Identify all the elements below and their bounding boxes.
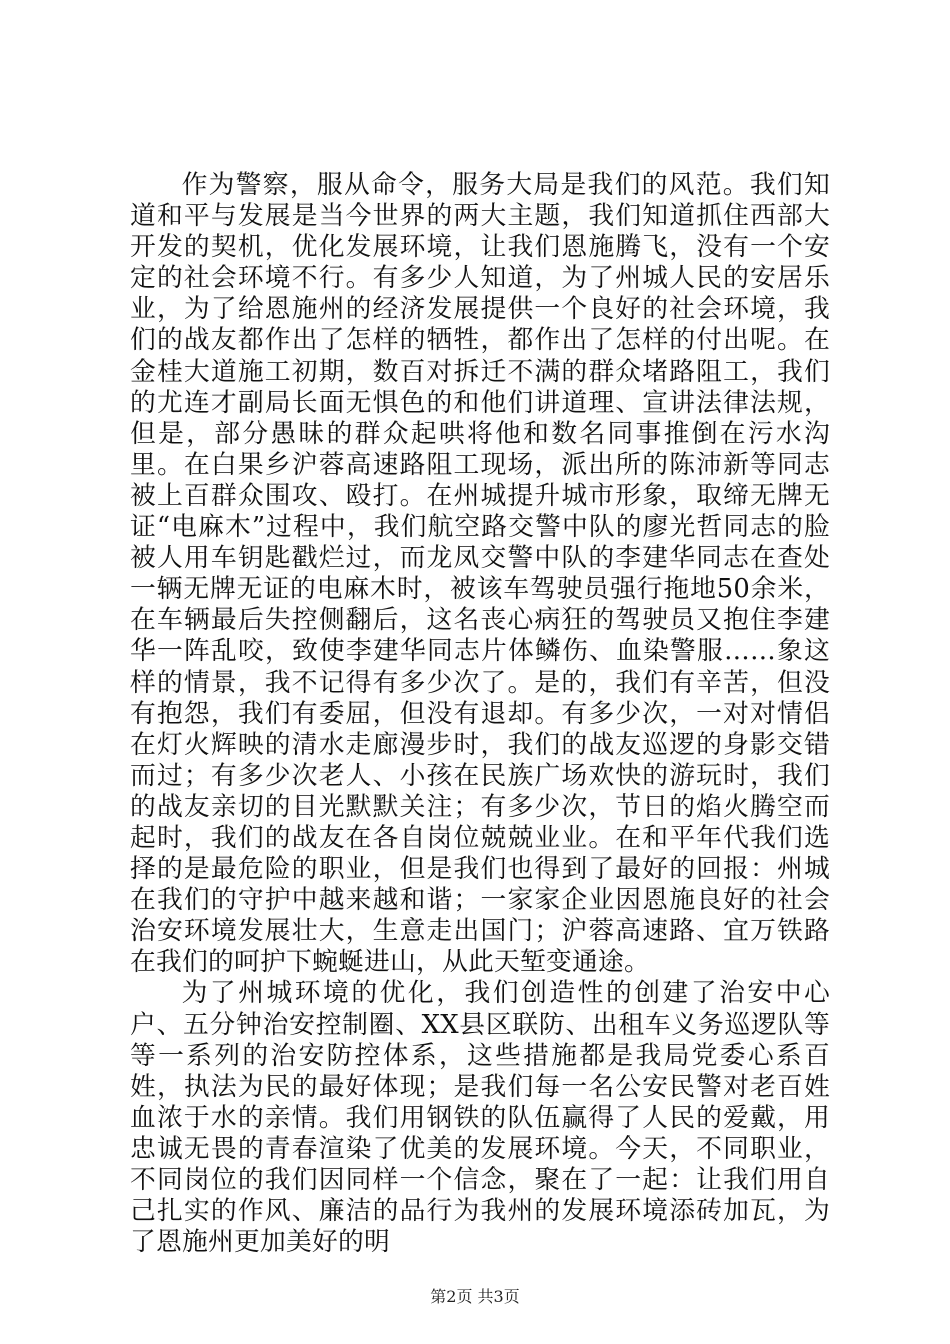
paragraph-2: 为了州城环境的优化，我们创造性的创建了治安中心户、五分钟治安控制圈、XX县区联防、出租车义务巡逻队等等一系列的治安防控体系，这些措施都是我局党委心系百姓，执法为民的最好体现；是我们每一名公安民警对老百姓血浓于水的亲情。我们用钢铁的队伍赢得了人民的爱戴，用忠诚无畏的青春渲染了优美的发展环境。今天，不同职业，不同岗位的我们因同样一个信念，聚在了一起：让我们用自己扎实的作风、廉洁的品行为我州的发展环境添砖加瓦，为了恩施州更加美好的明 <box>130 978 830 1258</box>
document-body <box>130 170 830 1258</box>
page-number-footer: 第2页 共3页 <box>430 1287 520 1306</box>
paragraph-1: 作为警察，服从命令，服务大局是我们的风范。我们知道和平与发展是当今世界的两大主题，我们知道抓住西部大开发的契机，优化发展环境，让我们恩施腾飞，没有一个安定的社会环境不行。有多少人知道，为了州城人民的安居乐业，为了给恩施州的经济发展提供一个良好的社会环境，我们的战友都作出了怎样的牺牲，都作出了怎样的付出呢。在金桂大道施工初期，数百对拆迁不满的群众堵路阻工，我们的尤连才副局长面无惧色的和他们讲道理、宣讲法律法规，但是，部分愚昧的群众起哄将他和数名同事推倒在污水沟里。在白果乡沪蓉高速路阻工现场，派出所的陈沛新等同志被上百群众围攻、殴打。在州城提升城市形象，取缔无牌无证“电麻木”过程中，我们航空路交警中队的廖光哲同志的脸被人用车钥匙戳烂过，而龙凤交警中队的李建华同志在查处一辆无牌无证的电麻木时，被该车驾驶员强行拖地50余米，在车辆最后失控侧翻后，这名丧心病狂的驾驶员又抱住李建华一阵乱咬，致使李建华同志片体鳞伤、血染警服……象这样的情景，我不记得有多少次了。是的，我们有辛苦，但没有抱怨，我们有委屈，但没有退却。有多少次，一对对情侣在灯火辉映的清水走廊漫步时，我们的战友巡逻的身影交错而过；有多少次老人、小孩在民族广场欢快的游玩时，我们的战友亲切的目光默默关注；有多少次，节日的焰火腾空而起时，我们的战友在各自岗位兢兢业业。在和平年代我们选择的是最危险的职业，但是我们也得到了最好的回报：州城在我们的守护中越来越和谐；一家家企业因恩施良好的社会治安环境发展壮大，生意走出国门；沪蓉高速路、宜万铁路在我们的呵护下蜿蜒进山，从此天堑变通途。 <box>130 170 830 978</box>
